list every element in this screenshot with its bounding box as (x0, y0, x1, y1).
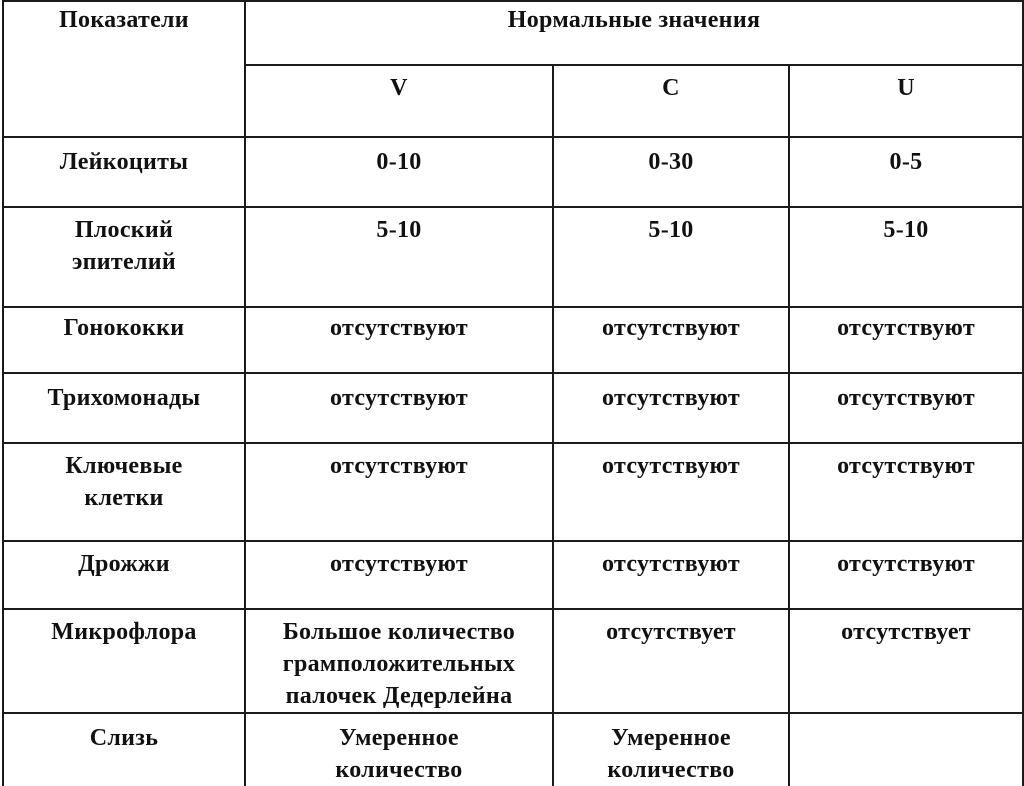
table-row (3, 137, 1023, 207)
table-row (3, 373, 1023, 443)
table-row (3, 541, 1023, 609)
cell-c: 0-30 (553, 137, 789, 207)
cell-c: отсутствуют (553, 541, 789, 609)
cell-u: отсутствуют (789, 541, 1023, 609)
cell-c: Умеренное количество (553, 713, 789, 786)
cell-u: отсутствуют (789, 443, 1023, 541)
table-row (3, 713, 1023, 786)
cell-c: 5-10 (553, 207, 789, 307)
cell-v: отсутствуют (245, 307, 553, 373)
normal-values-table (2, 0, 1024, 786)
row-label: Ключевые клетки (3, 443, 245, 541)
cell-v: Умеренное количество (245, 713, 553, 786)
row-label: Слизь (3, 713, 245, 786)
cell-v: отсутствуют (245, 541, 553, 609)
cell-c: отсутствует (553, 609, 789, 713)
cell-u (789, 713, 1023, 786)
cell-c: отсутствуют (553, 443, 789, 541)
column-header-v: V (245, 65, 553, 137)
header-normal-values: Нормальные значения (245, 1, 1023, 65)
cell-v: Большое количество грамположительных палочек Дедерлейна (245, 609, 553, 713)
column-header-u: U (789, 65, 1023, 137)
cell-u: 5-10 (789, 207, 1023, 307)
row-label: Плоский эпителий (3, 207, 245, 307)
cell-v: 0-10 (245, 137, 553, 207)
cell-v: отсутствуют (245, 373, 553, 443)
row-label: Трихомонады (3, 373, 245, 443)
row-label: Лейкоциты (3, 137, 245, 207)
cell-u: отсутствуют (789, 373, 1023, 443)
cell-c: отсутствуют (553, 307, 789, 373)
table-row (3, 207, 1023, 307)
cell-u: отсутствуют (789, 307, 1023, 373)
table-header-row (3, 1, 1023, 65)
row-label: Микрофлора (3, 609, 245, 713)
column-header-c: C (553, 65, 789, 137)
cell-c: отсутствуют (553, 373, 789, 443)
cell-u: 0-5 (789, 137, 1023, 207)
cell-v: 5-10 (245, 207, 553, 307)
table-row (3, 307, 1023, 373)
table-row (3, 443, 1023, 541)
row-label: Гонококки (3, 307, 245, 373)
header-indicators: Показатели (3, 1, 245, 137)
row-label: Дрожжи (3, 541, 245, 609)
table-row (3, 609, 1023, 713)
cell-v: отсутствуют (245, 443, 553, 541)
cell-u: отсутствует (789, 609, 1023, 713)
